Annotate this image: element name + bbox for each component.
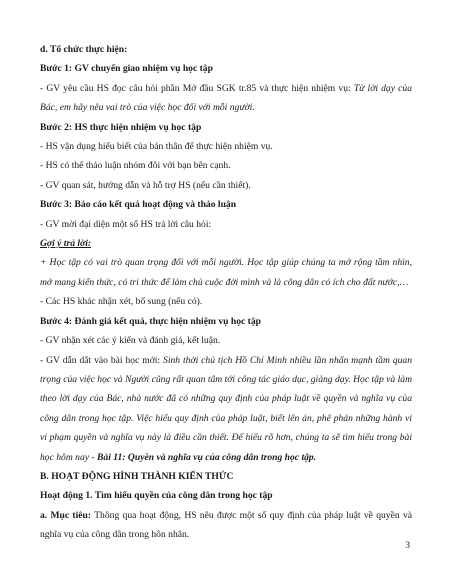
document-page [40, 40, 412, 545]
step3-title: Bước 3: Báo cáo kết quả hoạt động và thảo luận [40, 199, 237, 211]
step2-item-2: - HS có thể thảo luận nhóm đôi với bạn bên cạnh. [40, 160, 231, 172]
step3-item: - GV mời đại diện một số HS trả lời câu hỏi: [40, 218, 212, 230]
page-number: 3 [405, 540, 410, 551]
step4-item-2: - GV dẫn dắt vào bài học mới: Sinh thời chủ tịch Hồ Chí Minh nhiều lần nhấn mạnh tầm quan trọng của việc học và Người cũng rất quan tâm tới công tác giáo dục, giảng dạy. Học tập và làm theo lời dạy của Bác, nhà nước đã có những quy định của pháp luật về quyền và nghĩa vụ của công dân trong học tập. Việc hiểu quy định của pháp luật, biết lên án, phê phán những hành vi vi phạm quyền và nghĩa vụ này là điều cần thiết. Để hiểu rõ hơn, chúng ta sẽ tìm hiểu trong bài học hôm nay - Bài 11: Quyền và nghĩa vụ của công dân trong học tập. [40, 354, 412, 463]
activity1-title: Hoạt động 1. Tìm hiểu quyền của công dân trong học tập [40, 490, 273, 502]
step2-item-3: - GV quan sát, hướng dẫn và hỗ trợ HS (nếu cần thiết). [40, 179, 251, 191]
step2-title: Bước 2: HS thực hiện nhiệm vụ học tập [40, 121, 202, 133]
step3-other: - Các HS khác nhận xét, bổ sung (nếu có). [40, 296, 203, 308]
hint-label: Gợi ý trả lời: [40, 238, 92, 250]
hint-text: + Học tập có vai trò quan trọng đối với mỗi người. Học tập giúp chúng ta mở rộng tầm nhìn, mở mang kiến thức, có tri thức để làm chủ cuộc đời mình và là công dân có ích cho đất nước,… [40, 257, 412, 288]
step4-title: Bước 4: Đánh giá kết quả, thực hiện nhiệm vụ học tập [40, 315, 261, 327]
heading-organization: d. Tổ chức thực hiện: [40, 44, 128, 55]
step1-title: Bước 1: GV chuyển giao nhiệm vụ học tập [40, 63, 213, 75]
step4-item-1: - GV nhận xét các ý kiến và đánh giá, kết luận. [40, 335, 221, 347]
section-b-title: B. HOẠT ĐỘNG HÌNH THÀNH KIẾN THỨC [40, 470, 234, 482]
step2-item-1: - HS vận dụng hiểu biết của bản thân để thực hiện nhiệm vụ. [40, 141, 273, 153]
step1-text: - GV yêu cầu HS đọc câu hỏi phần Mở đầu SGK tr.85 và thực hiện nhiệm vụ: Từ lời dạy của Bác, em hãy nêu vai trò của việc học đối với mỗi người. [40, 82, 412, 114]
objective: a. Mục tiêu: Thông qua hoạt động, HS nêu được một số quy định của pháp luật về quyền và nghĩa vụ của công dân trong hôn nhân. [40, 509, 413, 541]
